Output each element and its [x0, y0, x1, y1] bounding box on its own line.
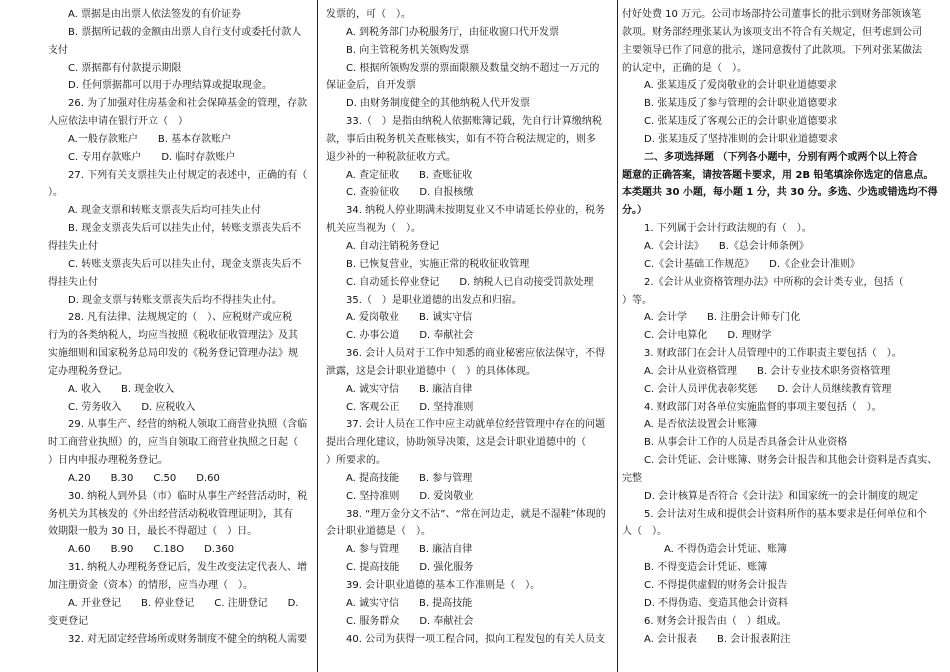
text-line: 提出合理化建议，协助领导决策，这是会计职业道德中的（ — [326, 437, 586, 449]
text-line: 39. 会计职业道德的基本工作准则是（ ）。 — [346, 580, 541, 591]
text-line: 泄露，这是会计职业道德中（ ）的具体体现。 — [326, 365, 536, 377]
text-line: 主要领导已作了同意的批示，遂同意拨付了此款项。下列对张某做法 — [622, 44, 922, 56]
text-line: 人应依法申请在银行开立（ ） — [48, 116, 188, 128]
text-line: A.《会计法》 B.《总会计师条例》 — [644, 240, 809, 252]
text-line: 会计职业道德是（ ）。 — [326, 526, 431, 538]
text-line: ）日内申报办理税务登记。 — [48, 455, 168, 467]
text-line: A. 查定征收 B. 查账征收 — [346, 169, 473, 181]
text-line: 得挂失止付 — [48, 276, 98, 288]
text-line: 付好处费 10 万元。公司市场部持公司董事长的批示到财务部领该笔 — [622, 9, 922, 20]
text-line: B. 现金支票丧失后可以挂失止付，转账支票丧失后不 — [68, 223, 302, 235]
text-line: A. 诚实守信 B. 廉洁自律 — [346, 383, 473, 395]
text-line: C. 会计凭证、会计账簿、财务会计报告和其他会计资料是否真实、 — [644, 455, 938, 467]
text-line: 得挂失止付 — [48, 240, 98, 252]
text-line: 5. 会计法对生成和提供会计资料所作的基本要求是任何单位和个 — [644, 508, 927, 520]
text-line: B. 已恢复营业，实施正常的税收征收管理 — [346, 258, 530, 270]
text-line: 变更登记 — [48, 615, 88, 627]
text-line: 29. 从事生产、经营的纳税人领取工商营业执照（含临 — [68, 419, 308, 431]
text-line: B. 不得变造会计凭证、账簿 — [644, 562, 768, 574]
text-line: 1. 下列属于会计行政法规的有（ ）。 — [644, 223, 812, 235]
text-line: 36. 会计人员对于工作中知悉的商业秘密应依法保守，不得 — [346, 348, 606, 360]
text-line: B. 从事会计工作的人员是否具备会计从业资格 — [644, 437, 848, 449]
text-line: A. 会计报表 B. 会计报表附注 — [644, 633, 791, 645]
text-line: D. 由财务制度健全的其他纳税人代开发票 — [346, 98, 531, 110]
text-line: 分。） — [622, 205, 647, 217]
text-line: 的认定中，正确的是（ ）。 — [622, 62, 747, 74]
text-line: C. 办事公道 D. 奉献社会 — [346, 330, 474, 342]
text-line: A. 张某违反了爱岗敬业的会计职业道德要求 — [644, 80, 838, 92]
text-line: B. 向主管税务机关领购发票 — [346, 44, 470, 56]
text-line: 时工商营业执照）的，应当自领取工商营业执照之日起（ — [48, 437, 298, 449]
text-line: B. 张某违反了参与管理的会计职业道德要求 — [644, 98, 838, 110]
text-line: ）等。 — [622, 294, 652, 306]
text-line: A.一般存款账户 B. 基本存款账户 — [68, 133, 232, 145]
text-line: A. 到税务部门办税服务厅，由征收窗口代开发票 — [346, 26, 560, 38]
text-line: A. 不得伪造会计凭证、账簿 — [664, 544, 788, 556]
text-line: 3. 财政部门在会计人员管理中的工作职责主要包括（ ）。 — [644, 348, 902, 360]
text-line: C. 不得提供虚假的财务会计报告 — [644, 580, 788, 591]
text-line: A. 收入 B. 现金收入 — [68, 383, 175, 395]
text-line: B. 票据所记载的金额由出票人自行支付或委托付款人 — [68, 26, 302, 38]
column-right — [622, 6, 940, 648]
text-line: A. 是否依法设置会计账簿 — [644, 419, 758, 431]
text-line: 效期限一般为 30 日，最长不得超过（ ）日。 — [48, 526, 258, 538]
text-line: D. 张某违反了坚持准则的会计职业道德要求 — [644, 133, 839, 145]
text-line: 加注册资金（资本）的情形，应当办理（ ）。 — [48, 580, 253, 591]
text-line: 务机关为其核发的《外出经营活动税收管理证明》，其有 — [48, 508, 293, 520]
text-line: A. 会计学 B. 注册会计师专门化 — [644, 312, 801, 324]
text-line: C. 坚持准则 D. 爱岗敬业 — [346, 490, 474, 502]
text-line: 31. 纳税人办理税务登记后，发生改变法定代表人、增 — [68, 562, 308, 574]
text-line: C. 自动延长停业登记 D. 纳税人已自动接受罚款处理 — [346, 276, 594, 288]
text-line: 本类题共 30 小题，每小题 1 分，共 30 分。多选、少选或错选均不得 — [622, 187, 938, 199]
text-line: A. 诚实守信 B. 提高技能 — [346, 597, 473, 609]
text-line: 35.（ ）是职业道德的出发点和归宿。 — [346, 294, 522, 306]
text-line: ）。 — [48, 187, 63, 199]
text-line: 保证金后，自开发票 — [326, 80, 416, 92]
text-line: 27. 下列有关支票挂失止付规定的表述中，正确的有（ — [68, 169, 308, 181]
text-line: C. 提高技能 D. 强化服务 — [346, 562, 474, 574]
column-divider — [617, 0, 618, 672]
text-line: 题意的正确答案，请按答题卡要求，用 2B 铅笔填涂你选定的信息点。 — [622, 169, 934, 181]
text-line: 机关应当视为（ ）。 — [326, 223, 421, 235]
text-line: 38. “理万金分文不沾”、“常在河边走，就是不湿鞋”体现的 — [346, 508, 606, 520]
text-line: A.20 B.30 C.50 D.60 — [68, 472, 220, 484]
text-line: C. 劳务收入 D. 应税收入 — [68, 401, 196, 413]
text-line: 人（ ）。 — [622, 526, 667, 538]
text-line: 款项。财务部经理张某认为该项支出不符合有关规定，但考虑到公司 — [622, 26, 922, 38]
text-line: C. 张某违反了客观公正的会计职业道德要求 — [644, 116, 838, 128]
text-line: A. 参与管理 B. 廉洁自律 — [346, 544, 473, 556]
text-line: A. 自动注销税务登记 — [346, 240, 440, 252]
text-line: 6. 财务会计报告由（ ）组成。 — [644, 615, 787, 627]
text-line: 2.《会计从业资格管理办法》中所称的会计类专业，包括（ — [644, 276, 904, 288]
text-line: D. 现金支票与转账支票丧失后均不得挂失止付。 — [68, 294, 283, 306]
column-divider — [317, 0, 318, 672]
text-line: C. 根据所领购发票的票面限额及数量交纳不超过一万元的 — [346, 62, 600, 74]
text-line: 37. 会计人员在工作中应主动就单位经营管理中存在的问题 — [346, 419, 606, 431]
text-line: 实施细则和国家税务总局印发的《税务登记管理办法》规 — [48, 348, 298, 360]
column-left — [48, 6, 312, 648]
text-line: A. 票据是由出票人依法签发的有价证券 — [68, 9, 242, 20]
text-line: C. 转账支票丧失后可以挂失止付，现金支票丧失后不 — [68, 258, 302, 270]
text-line: 款，事后由税务机关查账核实，如有不符合税法规定的，则多 — [326, 133, 596, 145]
text-line: C. 专用存款账户 D. 临时存款账户 — [68, 151, 236, 163]
text-line: C. 服务群众 D. 奉献社会 — [346, 615, 474, 627]
text-line: A. 会计从业资格管理 B. 会计专业技术职务资格管理 — [644, 365, 891, 377]
text-line: A. 开业登记 B. 停业登记 C. 注册登记 D. — [68, 597, 299, 609]
text-line: C. 查验征收 D. 自报核缴 — [346, 187, 474, 199]
text-line: C. 会计人员评优表彰奖惩 D. 会计人员继续教育管理 — [644, 383, 892, 395]
text-line: ）所要求的。 — [326, 455, 386, 467]
text-line: 定办理税务登记。 — [48, 365, 128, 377]
text-line: C. 票据都有付款提示期限 — [68, 62, 182, 74]
text-line: C. 会计电算化 D. 理财学 — [644, 330, 772, 342]
text-line: 行为的各类纳税人，均应当按照《税收征收管理法》及其 — [48, 330, 298, 342]
text-line: 40. 公司为获得一项工程合同，拟向工程发包的有关人员支 — [346, 633, 606, 645]
text-line: 32. 对无固定经营场所或财务制度不健全的纳税人需要 — [68, 633, 308, 645]
text-line: 4. 财政部门对各单位实施监督的事项主要包括（ ）。 — [644, 401, 882, 413]
text-line: 退少补的一种税款征收方式。 — [326, 151, 456, 163]
text-line: 28. 凡有法律、法规规定的（ ）、应税财产或应税 — [68, 312, 293, 324]
text-line: A. 现金支票和转账支票丧失后均可挂失止付 — [68, 205, 262, 217]
column-middle — [326, 6, 612, 648]
text-line: C.《会计基础工作规范》 D.《企业会计准则》 — [644, 258, 861, 270]
text-line: 支付 — [48, 44, 68, 56]
text-line: 30. 纳税人到外县（市）临时从事生产经营活动时，税 — [68, 490, 308, 502]
text-line: 26. 为了加强对住房基金和社会保障基金的管理，存款 — [68, 98, 308, 110]
text-line: A. 提高技能 B. 参与管理 — [346, 472, 473, 484]
text-line: 完整 — [622, 472, 642, 484]
text-line: D. 会计核算是否符合《会计法》和国家统一的会计制度的规定 — [644, 490, 919, 502]
text-line: C. 客观公正 D. 坚持准则 — [346, 401, 474, 413]
text-line: A. 爱岗敬业 B. 诚实守信 — [346, 312, 473, 324]
text-line: 二、多项选择题 （下列各小题中，分别有两个或两个以上符合 — [644, 151, 918, 163]
text-line: 发票的，可（ ）。 — [326, 9, 411, 20]
text-line: D. 不得伪造、变造其他会计资料 — [644, 597, 789, 609]
text-line: D. 任何票据都可以用于办理结算或提取现金。 — [68, 80, 273, 92]
text-line: 34. 纳税人停业期满未按期复业又不申请延长停业的，税务 — [346, 205, 606, 217]
text-line: A.60 B.90 C.18O D.360 — [68, 544, 235, 556]
text-line: 33.（ ）是指由纳税人依据账簿记载，先自行计算缴纳税 — [346, 116, 602, 128]
